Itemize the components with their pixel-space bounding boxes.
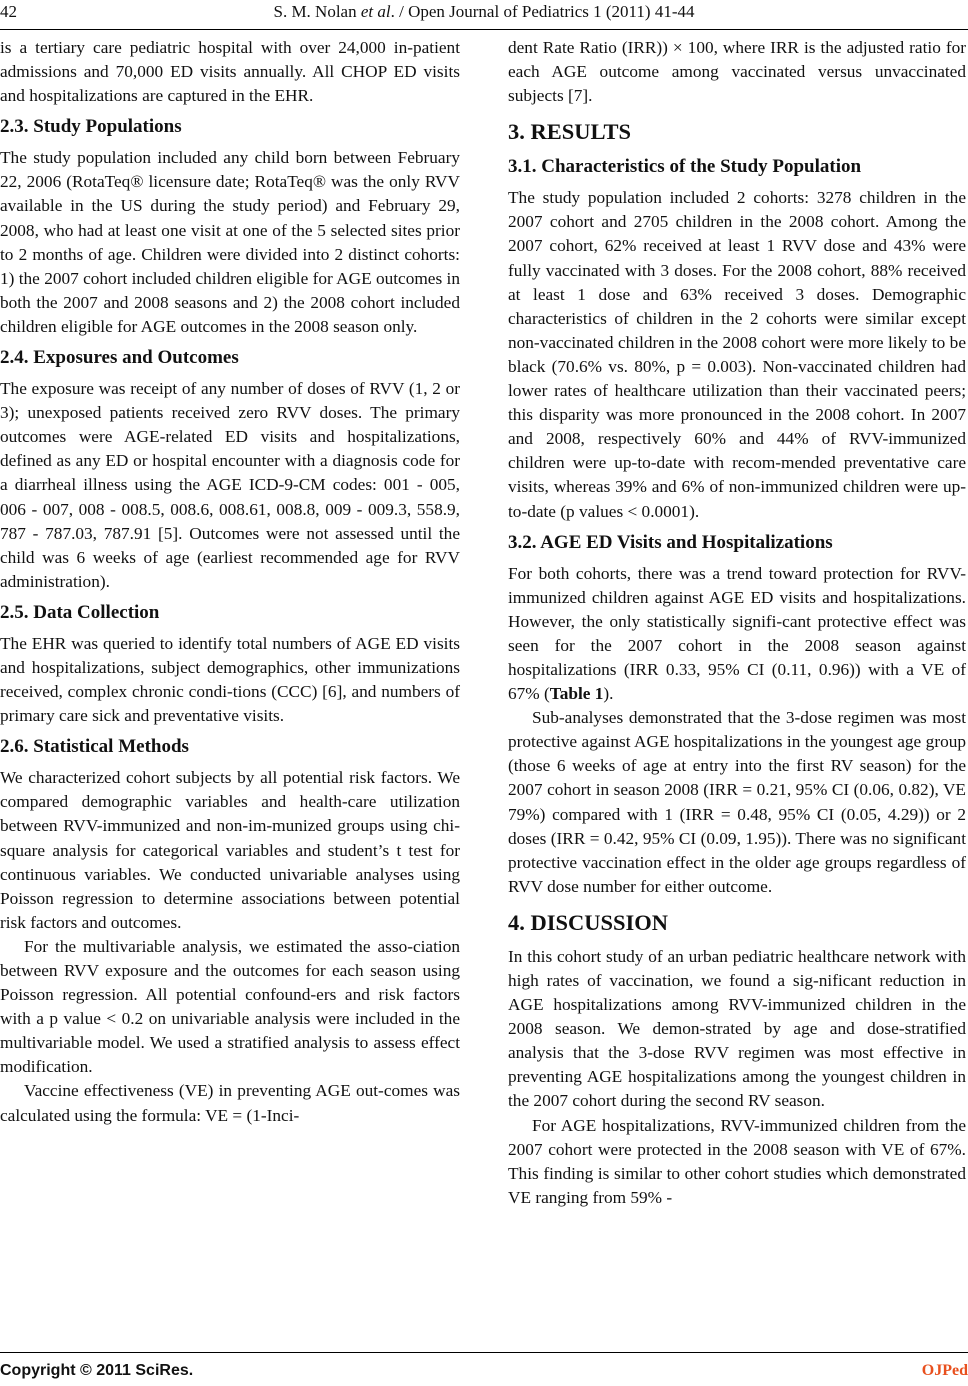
paragraph: For AGE hospitalizations, RVV-immunized children from the 2007 cohort were protected in the 2008 season with VE of 67%. This finding is similar to other cohort studies which demonstrated VE ranging from 59% - — [508, 1115, 966, 1207]
section-heading: 2.4. Exposures and Outcomes — [0, 347, 239, 369]
page-footer — [0, 1362, 968, 1384]
paragraph — [508, 562, 966, 707]
header-rule — [0, 29, 968, 30]
paragraph-text: ). — [603, 684, 614, 704]
paragraph: We characterized cohort subjects by all potential risk factors. We compared demographic variables and health-care utilization between RVV-immunized and non-im-munized groups using chi-square analysis for categorical variables and student’s t test for continuous variables. We conducted univariable analyses using Poisson regression to determine associations between potential risk factors and outcomes. — [0, 768, 460, 932]
section-heading: 2.6. Statistical Methods — [0, 736, 189, 758]
page-number: 42 — [0, 2, 17, 21]
paragraph: In this cohort study of an urban pediatric healthcare network with high rates of vaccination, we found a sig-nificant reduction in AGE hospitalizations among RVV-immunized children in the 2008 season. We demon-strated by age and dose-stratified analysis that the 3-dose RVV regimen was most effective in preventing AGE hospitalizations among the youngest children in the 2007 cohort during the second RV season. — [508, 946, 966, 1111]
subsection-heading: 3.2. AGE ED Visits and Hospitalizations — [508, 531, 833, 553]
section-heading: 4. DISCUSSION — [508, 909, 669, 935]
paragraph: The study population included 2 cohorts: 3278 children in the 2007 cohort and 2705 children in the 2008 cohort. Among the 2007 cohort, 62% received at least 1 RVV dose and 43% were fully vaccinated with 3 doses. For the 2008 cohort, 88% received at least 1 dose and 63% received 3 doses. Demographic characteristics of children in the 2 cohorts were similar except non-vaccinated children in the 2008 cohort were more likely to be black (70.6% vs. 80%, p = 0.003). Non-vaccinated children had lower rates of healthcare utilization than their vaccinated peers; this disparity was more pronounced in the 2008 cohort. In 2007 and 2008, respectively 60% and 44% of RVV-immunized children were up-to-date with recom-mended preventative care visits, whereas 39% and 6% of non-immunized children were up-to-date (p values < 0.0001). — [508, 188, 966, 521]
page-header — [0, 0, 968, 30]
section-heading: 2.5. Data Collection — [0, 601, 160, 623]
paragraph-text: For both cohorts, there was a trend toward protection for RVV-immunized children against AGE ED visits and hospitalizations. However, the only statistically signifi-cant protective effect was seen for the 2007 cohort in the 2008 season against hospitalizations (IRR 0.33, 95% CI (0.11, 0.96)) with a VE of 67% ( — [508, 563, 966, 704]
running-head: S. M. Nolan et al. / Open Journal of Pediatrics 1 (2011) 41-44 — [273, 2, 695, 21]
subsection-heading: 3.1. Characteristics of the Study Population — [508, 156, 862, 178]
paragraph: The study population included any child born between February 22, 2006 (RotaTeq® licensure date; RotaTeq® was the only RVV available in the US during the study period) and February 29, 2008, who had at least one visit at one of the 5 selected sites prior to 2 months of age. Children were divided into 2 distinct cohorts: 1) the 2007 cohort included children eligible for AGE outcomes in both the 2007 and 2008 seasons and 2) the 2008 cohort included children eligible for AGE outcomes in the 2008 season only. — [0, 148, 460, 336]
paragraph: Sub-analyses demonstrated that the 3-dose regimen was most protective against AGE hospitalizations in the youngest age group (those 6 weeks of age at entry into the first RV season) for the 2007 cohort in season 2008 (IRR = 0.21, 95% CI (0.06, 0.82), VE 79%) compared with 1 (IRR = 0.48, 95% CI (0.05, 4.29)) or 2 doses (IRR = 0.42, 95% CI (0.09, 1.95)). There was no significant protective vaccination effect in the older age groups regardless of RVV dose number for either outcome. — [508, 708, 966, 896]
paragraph: is a tertiary care pediatric hospital with over 24,000 in-patient admissions and 70,000 ED visits annually. All CHOP ED visits and hospitalizations are captured in the EHR. — [0, 38, 460, 106]
table-reference-link[interactable]: Table 1 — [549, 684, 604, 704]
paragraph: The exposure was receipt of any number of doses of RVV (1, 2 or 3); unexposed patients received zero RVV doses. The primary outcomes were AGE-related ED visits and hospitalizations, defined as any ED or hospital encounter with a diagnosis code for a diarrheal illness using the AGE ICD-9-CM codes: 001 - 005, 006 - 007, 008 - 008.5, 008.6, 008.61, 008.8, 009 - 009.3, 558.9, 787 - 787.03, 787.91 [5]. Outcomes were not assessed until the child was 6 weeks of age (earliest recommended age for RVV administration). — [0, 379, 460, 591]
journal-abbreviation: OJPed — [921, 1362, 968, 1379]
paragraph: For the multivariable analysis, we estimated the asso-ciation between RVV exposure and the outcomes for each season using Poisson regression. All potential confound-ers and risk factors with a p value < 0.2 on univariable analysis were included in the multivariable model. We used a stratified analysis to assess effect modification. — [0, 936, 460, 1077]
section-heading: 3. RESULTS — [508, 119, 631, 145]
footer-rule — [0, 1352, 968, 1353]
paragraph: dent Rate Ratio (IRR)) × 100, where IRR is the adjusted ratio for each AGE outcome among vaccinated versus unvaccinated subjects [7]. — [508, 38, 966, 106]
copyright-notice: Copyright © 2011 SciRes. — [0, 1362, 194, 1379]
right-column — [508, 36, 966, 1210]
section-heading: 2.3. Study Populations — [0, 116, 182, 138]
paragraph: Vaccine effectiveness (VE) in preventing AGE out-comes was calculated using the formula: VE = (1-Inci- — [0, 1081, 460, 1125]
left-column — [0, 36, 460, 1128]
paragraph: The EHR was queried to identify total numbers of AGE ED visits and hospitalizations, subject demographics, other immunizations received, complex chronic condi-tions (CCC) [6], and numbers of primary care sick and preventative visits. — [0, 633, 460, 726]
